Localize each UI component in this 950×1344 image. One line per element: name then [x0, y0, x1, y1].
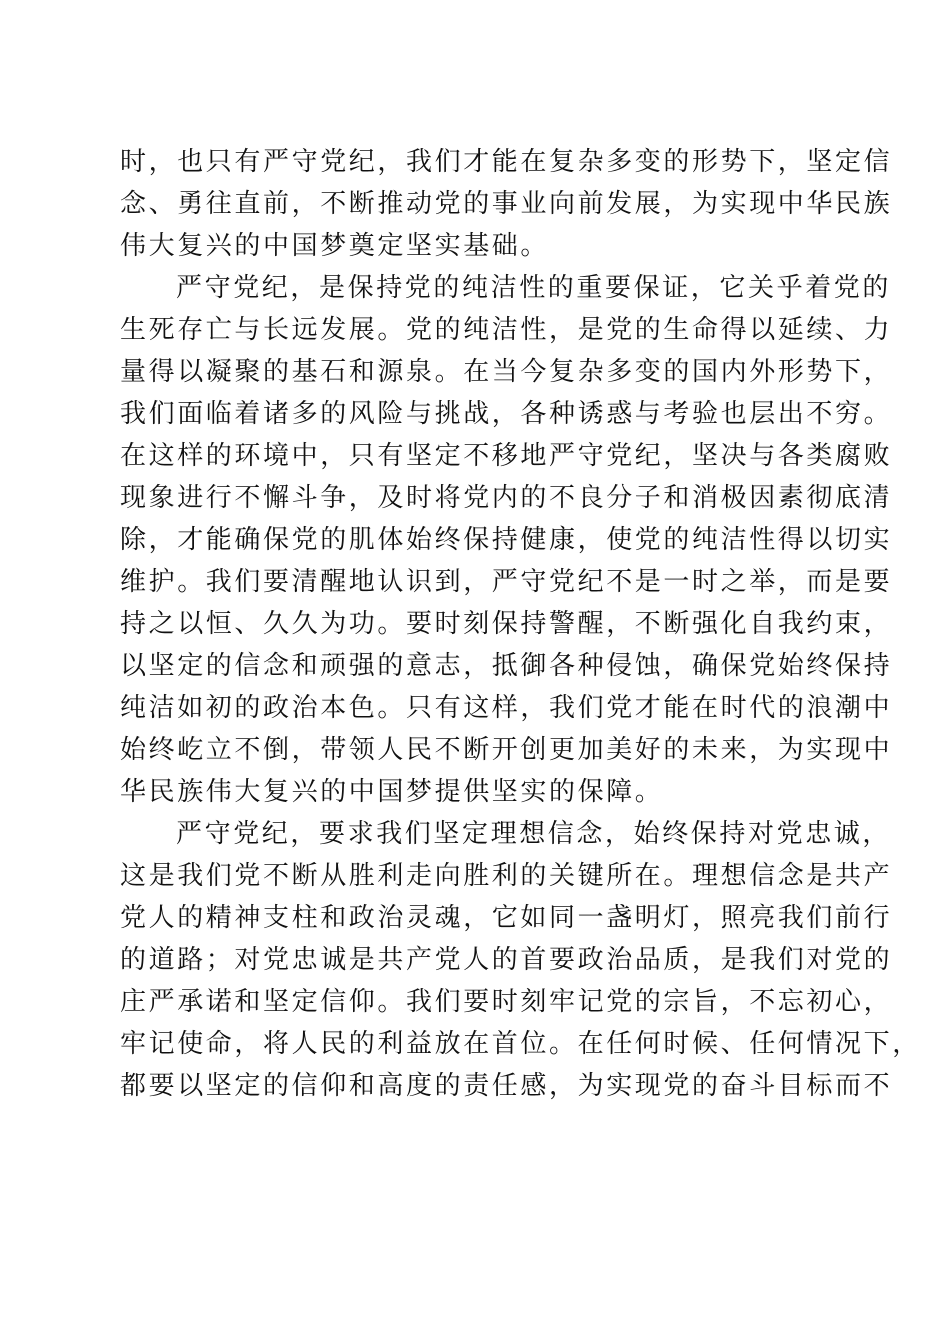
paragraph-first-line: 严守党纪，是保持党的纯洁性的重要保证，它关乎着党的: [176, 273, 892, 303]
text-line: 牢记使命，将人民的利益放在首位。在任何时候、任何情况下，: [120, 1029, 921, 1059]
text-line: 纯洁如初的政治本色。只有这样，我们党才能在时代的浪潮中: [120, 693, 893, 723]
text-line: 华民族伟大复兴的中国梦提供坚实的保障。: [120, 777, 664, 807]
text-line: 念、勇往直前，不断推动党的事业向前发展，为实现中华民族: [120, 189, 893, 219]
text-line: 伟大复兴的中国梦奠定坚实基础。: [120, 231, 550, 261]
document-body: [120, 141, 921, 1107]
paragraph-first-line: 严守党纪，要求我们坚定理想信念，始终保持对党忠诚，: [176, 819, 892, 849]
text-line: 的道路；对党忠诚是共产党人的首要政治品质，是我们对党的: [120, 945, 893, 975]
text-line: 量得以凝聚的基石和源泉。在当今复杂多变的国内外形势下，: [120, 357, 893, 387]
text-line: 在这样的环境中，只有坚定不移地严守党纪，坚决与各类腐败: [120, 441, 893, 471]
text-line: 始终屹立不倒，带领人民不断开创更加美好的未来，为实现中: [120, 735, 893, 765]
text-line: 除，才能确保党的肌体始终保持健康，使党的纯洁性得以切实: [120, 525, 893, 555]
text-line: 现象进行不懈斗争，及时将党内的不良分子和消极因素彻底清: [120, 483, 893, 513]
text-line: 生死存亡与长远发展。党的纯洁性，是党的生命得以延续、力: [120, 315, 893, 345]
text-line: 持之以恒、久久为功。要时刻保持警醒，不断强化自我约束，: [120, 609, 893, 639]
text-line: 党人的精神支柱和政治灵魂，它如同一盏明灯，照亮我们前行: [120, 903, 893, 933]
text-line: 这是我们党不断从胜利走向胜利的关键所在。理想信念是共产: [120, 861, 893, 891]
text-line: 以坚定的信念和顽强的意志，抵御各种侵蚀，确保党始终保持: [120, 651, 893, 681]
text-line: 时，也只有严守党纪，我们才能在复杂多变的形势下，坚定信: [120, 147, 893, 177]
text-line: 我们面临着诸多的风险与挑战，各种诱惑与考验也层出不穷。: [120, 399, 893, 429]
text-line: 庄严承诺和坚定信仰。我们要时刻牢记党的宗旨，不忘初心，: [120, 987, 893, 1017]
text-line: 维护。我们要清醒地认识到，严守党纪不是一时之举，而是要: [120, 567, 893, 597]
text-line: 都要以坚定的信仰和高度的责任感，为实现党的奋斗目标而不: [120, 1071, 893, 1101]
